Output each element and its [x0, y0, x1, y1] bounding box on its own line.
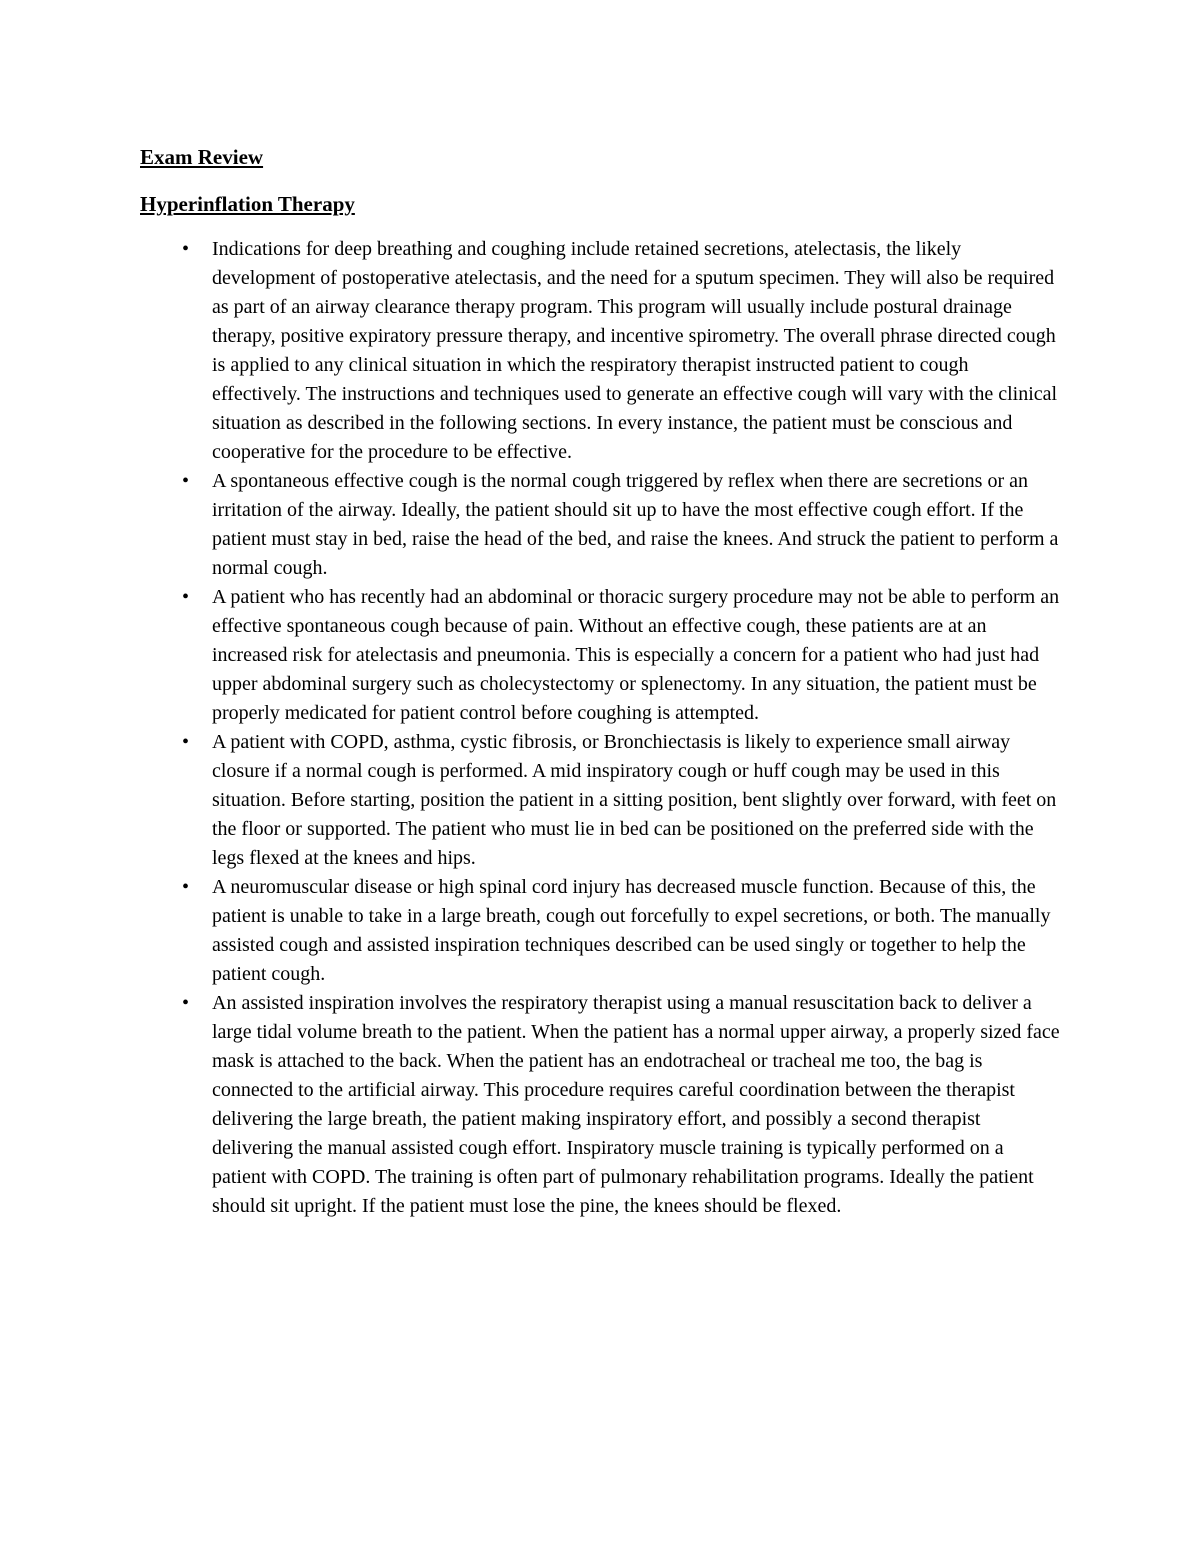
bullet-text: A neuromuscular disease or high spinal cord injury has decreased muscle function. Because of this, the patient is unable to take in a large breath, cough out forcefully to expel secretions, or both. The manually assisted cough and assisted inspiration techniques described can be used singly or together to help the patient cough. — [212, 876, 1051, 985]
list-item — [140, 989, 1060, 1221]
bullet-text: Indications for deep breathing and coughing include retained secretions, atelectasis, the likely development of postoperative atelectasis, and the need for a sputum specimen. They will also be required as part of an airway clearance therapy program. This program will usually include postural drainage therapy, positive expiratory pressure therapy, and incentive spirometry. The overall phrase directed cough is applied to any clinical situation in which the respiratory therapist instructed patient to cough effectively. The instructions and techniques used to generate an effective cough will vary with the clinical situation as described in the following sections. In every instance, the patient must be conscious and cooperative for the procedure to be effective. — [212, 238, 1058, 463]
list-item — [140, 583, 1060, 728]
list-item — [140, 467, 1060, 583]
bullet-text: A patient with COPD, asthma, cystic fibrosis, or Bronchiectasis is likely to experience small airway closure if a normal cough is performed. A mid inspiratory cough or huff cough may be used in this situation. Before starting, position the patient in a sitting position, bent slightly over forward, with feet on the floor or supported. The patient who must lie in bed can be positioned on the preferred side with the legs flexed at the knees and hips. — [212, 731, 1057, 869]
page-title: Exam Review — [140, 145, 264, 169]
bullet-text: A spontaneous effective cough is the normal cough triggered by reflex when there are secretions or an irritation of the airway. Ideally, the patient should sit up to have the most effective cough effort. If the patient must stay in bed, raise the head of the bed, and raise the knees. And struck the patient to perform a normal cough. — [212, 470, 1059, 579]
bullet-list — [140, 235, 1060, 1221]
bullet-text: A patient who has recently had an abdominal or thoracic surgery procedure may not be able to perform an effective spontaneous cough because of pain. Without an effective cough, these patients are at an increased risk for atelectasis and pneumonia. This is especially a concern for a patient who had just had upper abdominal surgery such as cholecystectomy or splenectomy. In any situation, the patient must be properly medicated for patient control before coughing is attempted. — [212, 586, 1060, 724]
list-item — [140, 873, 1060, 989]
list-item — [140, 728, 1060, 873]
list-item — [140, 235, 1060, 467]
section-heading: Hyperinflation Therapy — [140, 192, 355, 216]
bullet-text: An assisted inspiration involves the respiratory therapist using a manual resuscitation back to deliver a large tidal volume breath to the patient. When the patient has a normal upper airway, a properly sized face mask is attached to the back. When the patient has an endotracheal or tracheal me too, the bag is connected to the artificial airway. This procedure requires careful coordination between the therapist delivering the large breath, the patient making inspiratory effort, and possibly a second therapist delivering the manual assisted cough effort. Inspiratory muscle training is typically performed on a patient with COPD. The training is often part of pulmonary rehabilitation programs. Ideally the patient should sit upright. If the patient must lose the pine, the knees should be flexed. — [212, 992, 1060, 1217]
